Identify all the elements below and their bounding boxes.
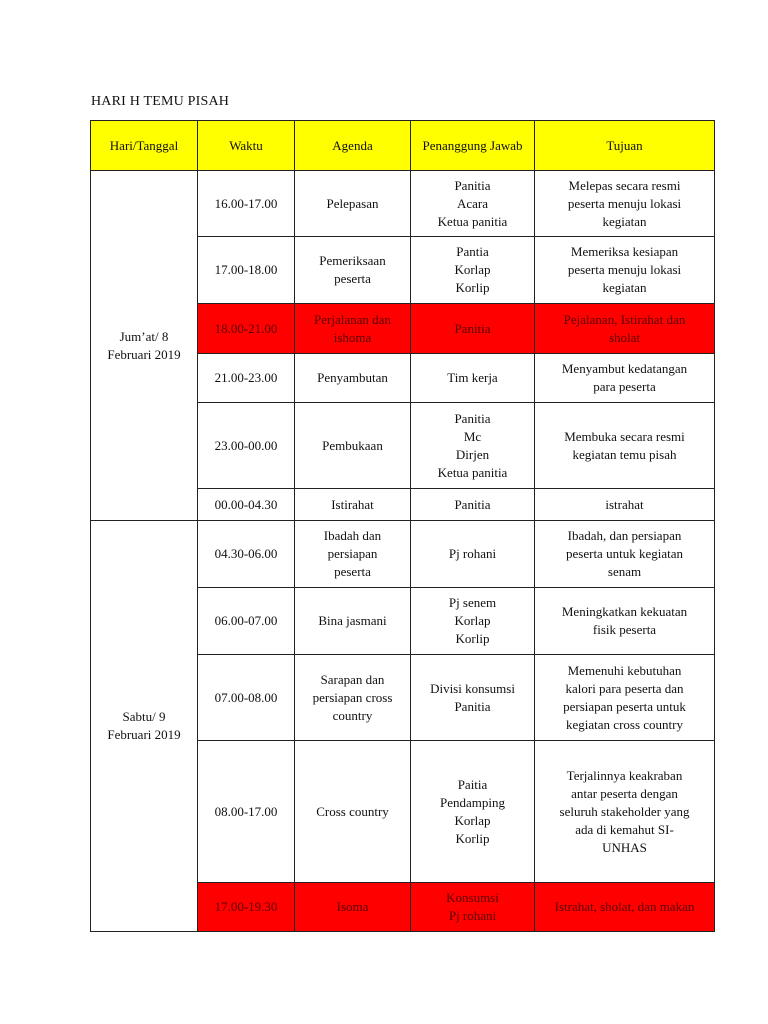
pj-cell-line: Paitia [457,776,488,792]
tujuan-cell-line: kalori para peserta dan [565,680,684,696]
tujuan-cell-line: fisik peserta [592,622,657,637]
pj-cell [411,883,535,932]
agenda-cell-line: Bina jasmani [318,613,387,628]
agenda-cell-line: Isoma [336,899,369,914]
pj-cell [411,489,535,521]
tujuan-cell-line: Memenuhi kebutuhan [567,662,682,678]
tujuan-cell [535,237,715,304]
tujuan-cell-line: Terjalinnya keakraban [566,767,683,783]
header-penanggung-jawab: Penanggung Jawab [411,121,535,171]
agenda-cell [295,489,411,521]
agenda-cell [295,237,411,304]
time-cell: 07.00-08.00 [198,655,295,741]
tujuan-cell-line: Memeriksa kesiapan [570,244,679,259]
schedule-table [90,120,715,932]
pj-cell-line: Panitia [454,698,491,714]
pj-cell-line: Panitia [454,496,491,512]
pj-cell-line: Korlap [454,613,491,628]
tujuan-cell-line: persiapan peserta untuk [563,698,686,714]
tujuan-cell [535,588,715,655]
tujuan-cell [535,521,715,588]
agenda-cell [295,403,411,489]
tujuan-cell-line: istrahat [605,496,644,512]
pj-cell [411,588,535,655]
pj-cell [411,237,535,304]
tujuan-cell [535,883,715,932]
agenda-cell-line: peserta [334,564,371,579]
pj-cell-line: Dirjen [455,446,490,462]
agenda-cell-line: ishoma [333,329,372,345]
pj-cell-line: Korlip [455,280,490,295]
table-row [91,171,715,237]
pj-cell-line: Korlap [454,812,491,828]
pj-cell-line: Korlip [455,830,490,846]
tujuan-cell-line: peserta untuk kegiatan [566,546,683,561]
tujuan-cell-line: Melepas secara resmi [568,177,681,193]
tujuan-cell-line: Pejalanan, Istirahat dan [563,311,686,327]
agenda-cell-line: country [332,707,373,723]
agenda-cell-line: Sarapan dan [320,671,385,687]
time-cell: 18.00-21.00 [198,304,295,354]
pj-cell [411,741,535,883]
tujuan-cell-line: peserta menuju lokasi [567,262,682,277]
pj-cell-line: Panitia [454,410,491,426]
pj-cell [411,521,535,588]
tujuan-cell-line: Ibadah, dan persiapan [567,528,682,543]
agenda-cell [295,304,411,354]
pj-cell-line: Ketua panitia [437,213,508,229]
tujuan-cell-line: Membuka secara resmi [564,428,685,444]
agenda-cell [295,741,411,883]
header-hari-tanggal: Hari/Tanggal [91,121,198,171]
agenda-cell-line: peserta [334,271,371,286]
pj-cell-line: Tim kerja [447,370,498,385]
agenda-cell-line: Ibadah dan [323,528,382,543]
time-cell: 17.00-18.00 [198,237,295,304]
time-cell: 23.00-00.00 [198,403,295,489]
tujuan-cell-line: Menyambut kedatangan [561,361,688,376]
pj-cell-line: Korlap [454,262,491,277]
pj-cell-line: Pantia [456,244,489,259]
time-cell: 06.00-07.00 [198,588,295,655]
header-waktu: Waktu [198,121,295,171]
day-date-cell: Jum’at/ 8 Februari 2019 [91,171,198,521]
tujuan-cell-line: sholat [608,329,641,345]
time-cell: 21.00-23.00 [198,354,295,403]
tujuan-cell [535,741,715,883]
pj-cell-line: Panitia [454,320,491,336]
pj-cell [411,354,535,403]
agenda-cell-line: Istirahat [331,496,374,512]
agenda-cell [295,521,411,588]
tujuan-cell-line: kegiatan [602,280,647,295]
day-date-cell: Sabtu/ 9 Februari 2019 [91,521,198,932]
pj-cell-line: Konsumsi [446,890,499,905]
header-agenda: Agenda [295,121,411,171]
tujuan-cell-line: Meningkatkan kekuatan [561,604,688,619]
tujuan-cell-line: ada di kemahut SI- [575,821,674,837]
time-cell: 16.00-17.00 [198,171,295,237]
tujuan-cell-line: senam [607,564,642,579]
tujuan-cell-line: kegiatan cross country [566,716,683,732]
tujuan-cell-line: seluruh stakeholder yang [559,803,690,819]
pj-cell-line: Divisi konsumsi [430,680,515,696]
pj-cell [411,655,535,741]
agenda-cell-line: Pemeriksaan [319,253,386,268]
time-cell: 08.00-17.00 [198,741,295,883]
tujuan-cell-line: antar peserta dengan [571,785,678,801]
tujuan-cell [535,655,715,741]
tujuan-cell-line: kegiatan temu pisah [572,446,677,462]
document-title: HARI H TEMU PISAH [91,94,230,109]
agenda-cell-line: persiapan [327,546,378,561]
header-tujuan: Tujuan [535,121,715,171]
tujuan-cell-line: kegiatan [602,213,647,229]
agenda-cell-line: persiapan cross [312,689,393,705]
pj-cell-line: Acara [456,195,489,211]
tujuan-cell-line: peserta menuju lokasi [567,195,682,211]
agenda-cell [295,588,411,655]
agenda-cell-line: Pembukaan [322,437,383,453]
agenda-cell [295,655,411,741]
time-cell: 04.30-06.00 [198,521,295,588]
header-row [91,121,715,171]
table-row [91,521,715,588]
schedule-body [91,171,715,932]
time-cell: 00.00-04.30 [198,489,295,521]
agenda-cell [295,354,411,403]
pj-cell-line: Panitia [454,177,491,193]
time-cell: 17.00-19.30 [198,883,295,932]
agenda-cell [295,883,411,932]
pj-cell-line: Ketua panitia [437,464,508,480]
agenda-cell [295,171,411,237]
pj-cell-line: Pj rohani [448,546,497,561]
pj-cell [411,403,535,489]
tujuan-cell-line: UNHAS [602,839,647,855]
agenda-cell-line: Pelepasan [326,195,379,211]
agenda-cell-line: Cross country [316,803,389,819]
pj-cell [411,304,535,354]
tujuan-cell [535,354,715,403]
tujuan-cell-line: para peserta [593,379,656,394]
tujuan-cell-line: Istrahat, sholat, dan makan [554,899,695,914]
pj-cell-line: Pendamping [440,794,505,810]
agenda-cell-line: Perjalanan dan [314,311,391,327]
pj-cell-line: Korlip [455,631,490,646]
tujuan-cell [535,304,715,354]
agenda-cell-line: Penyambutan [317,370,388,385]
pj-cell-line: Pj senem [448,595,497,610]
pj-cell-line: Pj rohani [448,908,497,923]
pj-cell [411,171,535,237]
tujuan-cell [535,171,715,237]
pj-cell-line: Mc [463,428,482,444]
tujuan-cell [535,489,715,521]
tujuan-cell [535,403,715,489]
